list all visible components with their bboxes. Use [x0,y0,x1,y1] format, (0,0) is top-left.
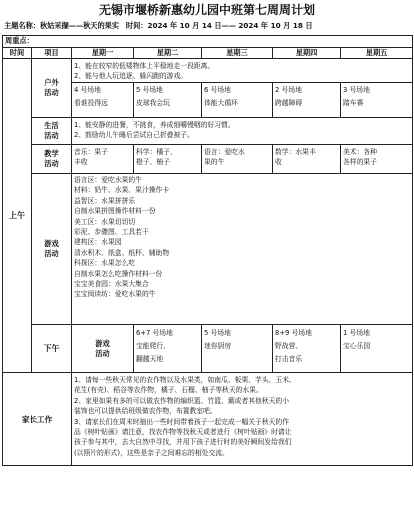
life-content [72,118,413,145]
life-line: 2、鼓励幼儿午睡后尝试自己折叠被子。 [74,131,194,140]
teaching-fri-line: 美术：各种 [343,148,377,156]
week-focus-label: 周重点： [3,36,413,48]
game-pm-mon-line: 6+7 号场地 [136,329,173,337]
life-label-1: 生活 [44,121,59,130]
teaching-mon [72,145,134,174]
game-pm-thu-line: 宝心乐园 [343,342,371,350]
outdoor-label-1: 户外 [44,78,59,87]
game-pm-wed-line: 野战营、 [275,342,303,350]
teaching-label-2: 活动 [44,159,59,168]
teaching-wed-line: 语言：爱吃水 [204,148,245,156]
game-pm-label-2: 活动 [95,348,110,358]
game-am-line: 益智区：水果拼拼乐 [74,196,136,205]
life-row [3,118,413,145]
outdoor-tue-site: 5 号场地 [136,86,163,94]
game-pm-label-1: 游戏 [95,338,110,348]
teaching-tue-line: 科学：橘子、 [136,148,177,156]
morning-label: 上午 [3,59,32,373]
game-pm-label [72,325,134,373]
outdoor-mon [72,83,134,118]
col-fri: 星期五 [341,48,413,59]
theme-date-line [4,21,313,31]
family-line: 1、请每一些秋天常见的农作物以及水果类，如南瓜、板栗、芋头、玉米、 [74,376,296,384]
family-content [72,373,413,466]
col-mon: 星期一 [72,48,134,59]
header-row [3,48,413,59]
life-label [32,118,72,145]
teaching-mon-line: 音乐：果子 [74,148,108,156]
teaching-thu-line: 数学：水果丰 [275,148,316,156]
game-am-line: 建构区：水果园 [74,238,122,247]
date-value: 2024 年 10 月 14 日—— 2024 年 10 月 18 日 [147,21,313,30]
game-am-label-1: 游戏 [44,239,59,248]
teaching-thu [273,145,341,174]
family-line: 孩子参与其中，去大自然中寻找，并用下孩子进行时的美好瞬间发给我们 [74,438,292,447]
outdoor-wed-site: 6 号场地 [204,86,231,94]
outdoor-goals-row [3,59,413,83]
game-am-label [32,174,72,325]
outdoor-label-2: 活动 [44,88,59,97]
family-line: 花生(有壳)、稻谷等农作物，橘子、石榴、柚子等秋天的水果。 [74,386,263,395]
game-pm-tue [202,325,273,373]
outdoor-fri-site: 3 号场地 [343,86,370,94]
game-pm-mon-line: 翻越天地 [136,355,164,363]
teaching-label [32,145,72,174]
game-am-line: 宝宝阅读坊：爱吃水果的牛 [74,290,156,299]
col-time: 时间 [3,48,32,59]
outdoor-wed [202,83,273,118]
theme-value: 秋姑采撷——秋天的果实 [39,21,120,30]
game-pm-wed-line: 8+9 号场地 [275,329,312,337]
col-item: 项目 [32,48,72,59]
outdoor-goals [72,59,413,83]
game-pm-thu [341,325,413,373]
game-am-content [72,174,413,325]
teaching-label-1: 教学 [44,149,59,158]
game-am-line: 彩泥、步骤图、工具若干 [74,228,149,237]
life-label-2: 活动 [44,131,59,140]
family-line: 品《树叶贴画》请注意，找农作物等找秋天或者进行《树叶贴画》时请让 [74,428,292,437]
week-focus-row [3,36,413,48]
col-tue: 星期二 [134,48,202,59]
game-am-line: 科探区：水果怎么吃 [74,259,136,268]
weekly-plan-table [2,35,413,466]
outdoor-tue [134,83,202,118]
family-line: (以照片的形式)，这些是亲子之间难忘的相处交流。 [74,448,229,457]
theme-label: 主题名称： [4,21,40,30]
outdoor-thu-activity: 跨越障碍 [275,99,303,107]
outdoor-fri [341,83,413,118]
game-am-label-2: 活动 [44,249,59,258]
teaching-tue-line: 橙子、柚子 [136,158,170,166]
teaching-tue [134,145,202,174]
game-am-line: 宝宝美食园：水果大集合 [74,280,149,289]
outdoor-tue-activity: 皮球我会玩 [136,99,170,107]
outdoor-goal: 1、能在较窄的低矮物体上平稳地走一段距离。 [74,62,215,70]
game-pm-mon-line: 宝能爬行、 [136,342,170,350]
outdoor-mon-site: 4 号场地 [74,86,101,94]
teaching-wed-line: 果的牛 [204,158,225,166]
game-pm-row [3,325,413,373]
game-am-line: 自制水果拼图操作材料一份 [74,207,156,216]
col-wed: 星期三 [202,48,273,59]
family-line: 2、家里如果有多的可以做农作物的编织篮、竹篮、簸或者其他秋天的小 [74,396,290,405]
game-pm-thu-line: 1 号场地 [343,329,370,337]
family-line: 装饰也可以提供给班级做农作物，布置教室吧。 [74,407,217,416]
outdoor-wed-activity: 体能大循环 [204,99,238,107]
game-am-row [3,174,413,325]
teaching-fri [341,145,413,174]
teaching-mon-line: 丰收 [74,158,88,166]
game-am-line: 材料：奶牛、水果、果汁操作卡 [74,186,170,195]
game-am-line: 美工区：水果切切切 [74,217,136,226]
life-line: 1、能安静的进餐，不挑食，养成细嚼慢咽的好习惯。 [74,121,235,129]
outdoor-mon-activity: 看谁投得远 [74,99,108,107]
outdoor-goal: 2、能与他人玩追逐、躲闪跑的游戏。 [74,72,188,81]
page-title: 无锡市堰桥新惠幼儿园中班第七周周计划 [98,3,315,17]
family-row [3,373,413,466]
game-pm-mon [134,325,202,373]
game-am-line: 清水积木、纸盒、纸杯、辅助物 [74,248,170,257]
game-pm-tue-line: 迷你厨房 [204,342,232,350]
family-label: 家长工作 [3,373,72,466]
outdoor-label [32,59,72,118]
teaching-fri-line: 各样的果子 [343,158,377,166]
game-pm-tue-line: 5 号场地 [204,329,231,337]
family-line: 3、请家长们在周末时抽出一些时间带着孩子一起完成一幅关于秋天的作 [74,417,290,426]
outdoor-thu [273,83,341,118]
teaching-thu-line: 收 [275,158,282,166]
afternoon-label: 下午 [32,325,72,373]
game-pm-wed [273,325,341,373]
game-am-line: 自制水果怎么吃操作材料一份 [74,269,163,278]
game-am-line: 语言区：爱吃水果的牛 [74,176,142,184]
date-label: 时间： [125,21,148,30]
game-pm-wed-line: 打击音乐 [275,355,303,363]
outdoor-thu-site: 2 号场地 [275,86,302,94]
col-thu: 星期四 [273,48,341,59]
teaching-row [3,145,413,174]
teaching-wed [202,145,273,174]
outdoor-fri-activity: 踏车赛 [343,99,364,107]
